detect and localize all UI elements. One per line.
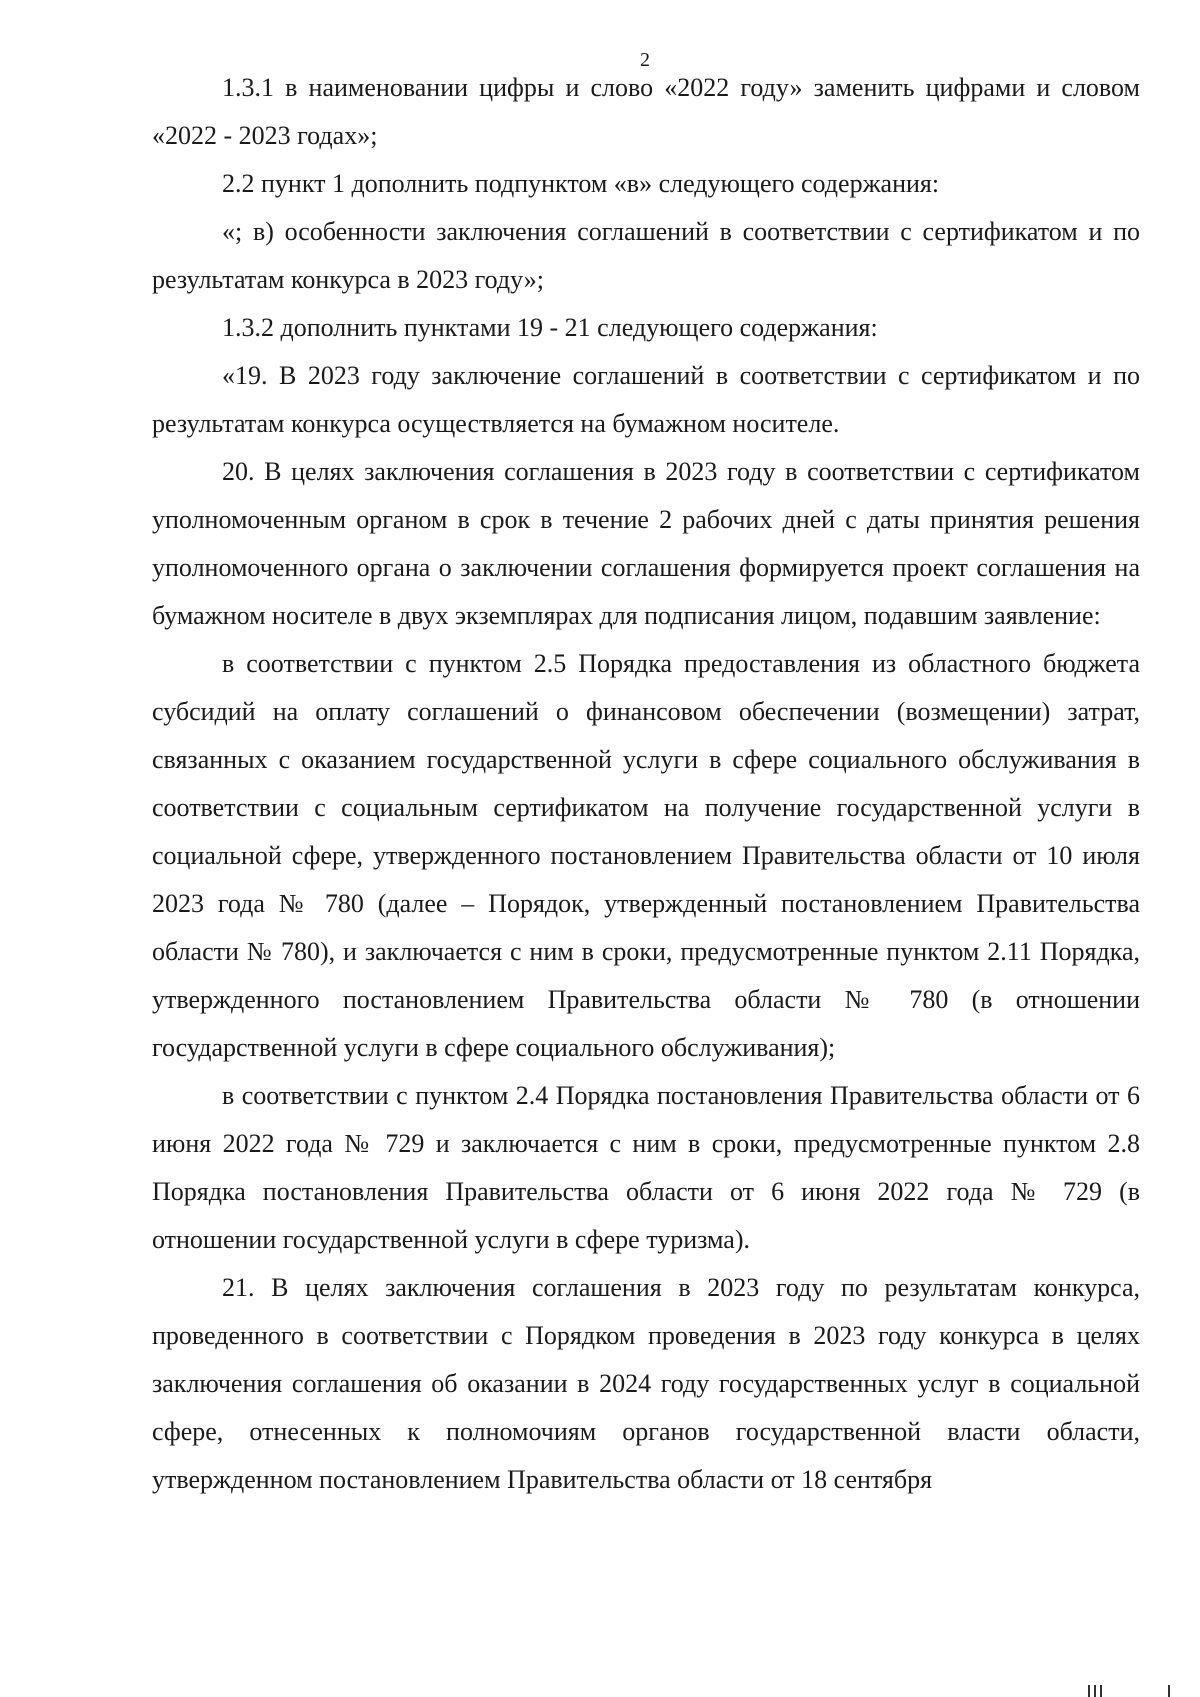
paragraph-subitem-v: «; в) особенности заключения соглашений в соответствии с сертификатом и по результатам конкурса в 2023 году»; bbox=[152, 217, 1140, 294]
scan-mark bbox=[1088, 1685, 1090, 1697]
scan-mark bbox=[1100, 1685, 1102, 1697]
paragraph-1-3-2: 1.3.2 дополнить пунктами 19 - 21 следующего содержания: bbox=[222, 313, 878, 342]
paragraph-item-19: «19. В 2023 году заключение соглашений в соответствии с сертификатом и по результатам конкурса осуществляется на бумажном носителе. bbox=[152, 361, 1140, 438]
paragraph-2-2: 2.2 пункт 1 дополнить подпунктом «в» следующего содержания: bbox=[222, 169, 940, 198]
paragraph-item-20: 20. В целях заключения соглашения в 2023 году в соответствии с сертификатом уполномоченным органом в срок в течение 2 рабочих дней с даты принятия решения уполномоченного органа о заключении соглашения формируется проект соглашения на бумажном носителе в двух экземплярах для подписания лицом, подавшим заявление: bbox=[152, 457, 1140, 630]
paragraph-item-21: 21. В целях заключения соглашения в 2023 году по результатам конкурса, проведенного в соответствии с Порядком проведения в 2023 году конкурса в целях заключения соглашения об оказании в 2024 году государственных услуг в социальной сфере, отнесенных к полномочиям органов государственной власти области, утвержденном постановлением Правительства области от 18 сентября bbox=[152, 1273, 1140, 1494]
paragraph-1-3-1: 1.3.1 в наименовании цифры и слово «2022 году» заменить цифрами и словом «2022 - 2023 годах»; bbox=[152, 73, 1140, 150]
scan-artifact-marks bbox=[1080, 1683, 1180, 1697]
document-body bbox=[152, 64, 1140, 1504]
paragraph-tourism: в соответствии с пунктом 2.4 Порядка постановления Правительства области от 6 июня 2022 года № 729 и заключается с ним в сроки, предусмотренные пунктом 2.8 Порядка постановления Правительства области от 6 июня 2022 года № 729 (в отношении государственной услуги в сфере туризма). bbox=[152, 1081, 1140, 1254]
page-number: 2 bbox=[640, 49, 650, 71]
scan-mark bbox=[1094, 1685, 1096, 1697]
paragraph-social-services: в соответствии с пунктом 2.5 Порядка предоставления из областного бюджета субсидий на оплату соглашений о финансовом обеспечении (возмещении) затрат, связанных с оказанием государственной услуги в сфере социального обслуживания в соответствии с социальным сертификатом на получение государственной услуги в социальной сфере, утвержденного постановлением Правительства области от 10 июля 2023 года № 780 (далее – Порядок, утвержденный постановлением Правительства области № 780), и заключается с ним в сроки, предусмотренные пунктом 2.11 Порядка, утвержденного постановлением Правительства области № 780 (в отношении государственной услуги в сфере социального обслуживания); bbox=[152, 649, 1140, 1062]
scan-mark bbox=[1168, 1685, 1170, 1697]
